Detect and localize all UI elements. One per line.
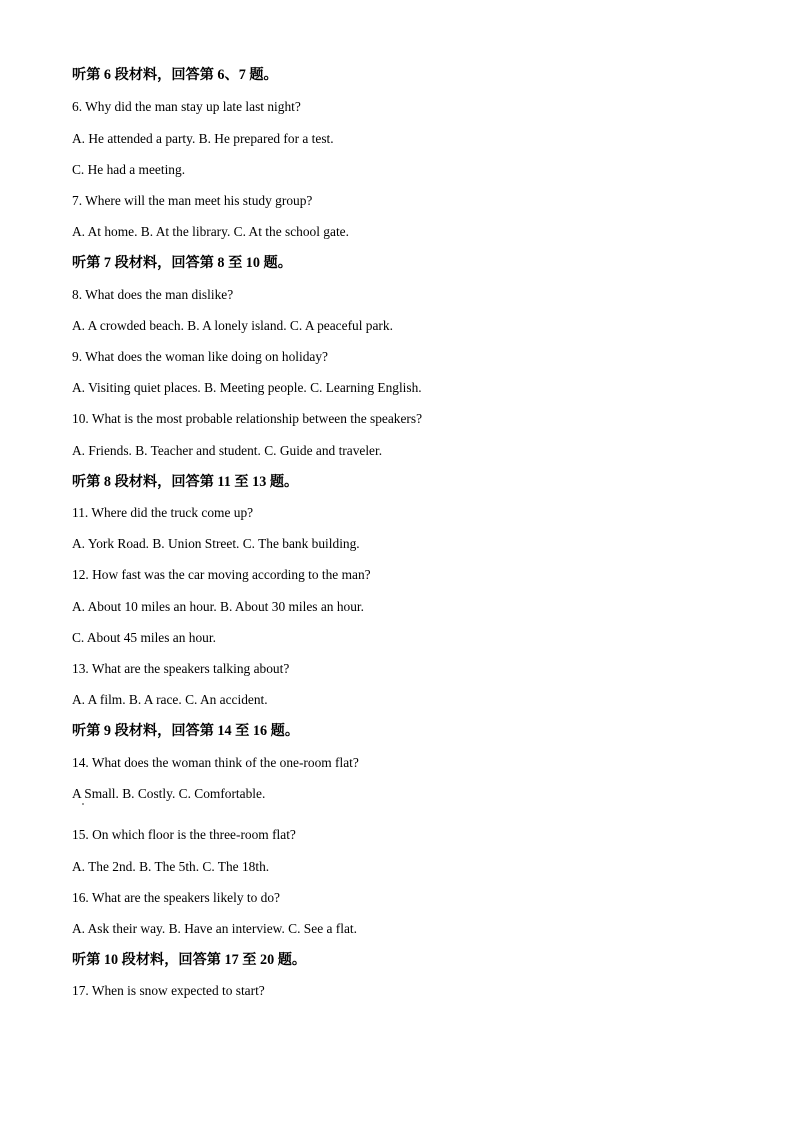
question-6: 6. Why did the man stay up late last night? [72, 99, 301, 114]
question-13-options: A. A film. B. A race. C. An accident. [72, 692, 268, 707]
question-16: 16. What are the speakers likely to do? [72, 890, 280, 905]
question-7-options: A. At home. B. At the library. C. At the school gate. [72, 224, 349, 239]
question-12-options-a-b: A. About 10 miles an hour. B. About 30 miles an hour. [72, 599, 364, 614]
question-10: 10. What is the most probable relationship between the speakers? [72, 411, 423, 426]
question-17: 17. When is snow expected to start? [72, 983, 265, 998]
question-15: 15. On which floor is the three-room flat? [72, 827, 296, 842]
question-9: 9. What does the woman like doing on holiday? [72, 349, 328, 364]
question-14-options: A Small. B. Costly. C. Comfortable. [72, 786, 266, 801]
question-16-options: A. Ask their way. B. Have an interview. C. See a flat. [72, 921, 357, 936]
question-12: 12. How fast was the car moving according to the man? [72, 567, 371, 582]
question-10-options: A. Friends. B. Teacher and student. C. Guide and traveler. [72, 443, 383, 458]
question-9-options: A. Visiting quiet places. B. Meeting people. C. Learning English. [72, 380, 422, 395]
question-12-option-c: C. About 45 miles an hour. [72, 630, 216, 645]
question-14: 14. What does the woman think of the one-room flat? [72, 755, 359, 770]
question-11: 11. Where did the truck come up? [72, 505, 254, 520]
question-7: 7. Where will the man meet his study group? [72, 193, 313, 208]
question-8-options: A. A crowded beach. B. A lonely island. C. A peaceful park. [72, 318, 393, 333]
section-heading-7: 听第 7 段材料，回答第 8 至 10 题。 [72, 255, 292, 271]
stray-mark [82, 803, 84, 805]
question-15-options: A. The 2nd. B. The 5th. C. The 18th. [72, 859, 270, 874]
question-8: 8. What does the man dislike? [72, 287, 234, 302]
question-6-options-a-b: A. He attended a party. B. He prepared for a test. [72, 131, 334, 146]
section-heading-9: 听第 9 段材料，回答第 14 至 16 题。 [72, 723, 300, 739]
question-6-option-c: C. He had a meeting. [72, 162, 186, 177]
section-heading-8: 听第 8 段材料，回答第 11 至 13 题。 [72, 474, 299, 490]
section-heading-10: 听第 10 段材料，回答第 17 至 20 题。 [72, 952, 307, 968]
question-13: 13. What are the speakers talking about? [72, 661, 290, 676]
question-11-options: A. York Road. B. Union Street. C. The bank building. [72, 536, 360, 551]
section-heading-6: 听第 6 段材料，回答第 6、7 题。 [72, 67, 278, 83]
